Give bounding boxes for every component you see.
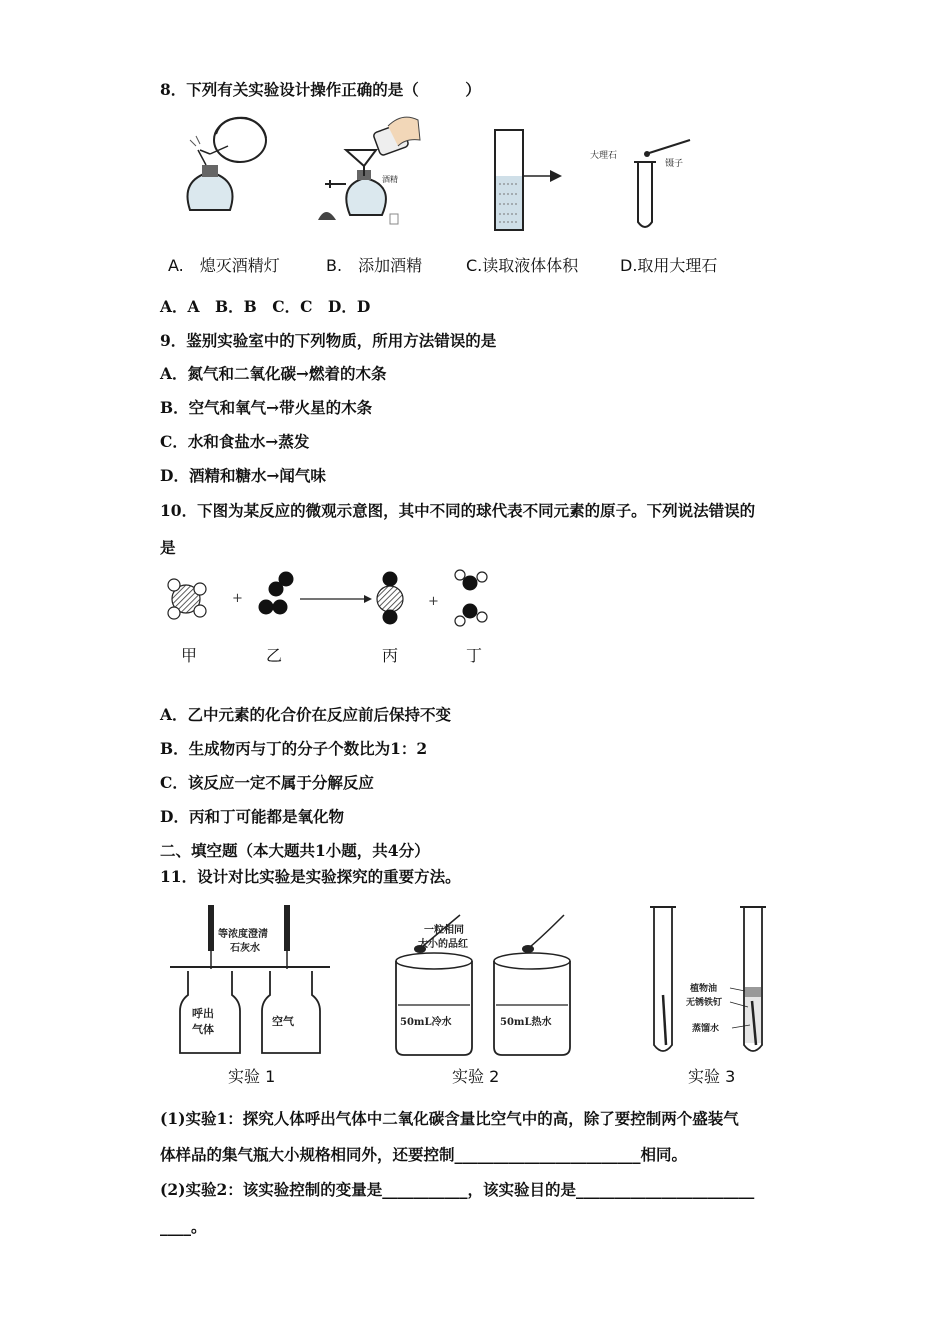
q8-b-illustration <box>318 117 420 224</box>
exp2-label: 实验 2 <box>452 1067 500 1086</box>
q10-stem-line1: 10．下图为某反应的微观示意图，其中不同的球代表不同元素的原子。下列说法错误的 <box>160 501 756 520</box>
q10-label-yi: 乙 <box>266 646 283 665</box>
q8-d-marble-label: 大理石 <box>590 151 618 161</box>
q8-caption-d: D.取用大理石 <box>620 256 718 275</box>
molecule-bing <box>377 572 403 625</box>
q8-d-illustration <box>590 140 690 227</box>
exp1-label: 实验 1 <box>228 1067 276 1086</box>
molecule-yi <box>259 572 294 615</box>
q9-option-b: B．空气和氧气→带火星的木条 <box>160 398 373 417</box>
q8-caption-a: A. 熄灭酒精灯 <box>168 256 280 275</box>
exp1-reagent-label-2: 石灰水 <box>230 943 260 954</box>
exp3-nail-label: 无锈铁钉 <box>686 998 723 1008</box>
exp1-reagent-label-1: 等浓度澄清 <box>218 929 268 940</box>
exp1-jar1-label-1: 呼出 <box>192 1007 214 1020</box>
q9-option-a: A．氮气和二氧化碳→燃着的木条 <box>160 364 387 383</box>
q11-experiments-figure <box>160 895 800 1065</box>
q10-option-c: C．该反应一定不属于分解反应 <box>160 773 374 792</box>
exp1-jar1-label-2: 气体 <box>192 1023 214 1036</box>
q8-b-alcohol-label: 酒精 <box>382 175 398 184</box>
exp2-solid-label-1: 一粒相同 <box>424 925 464 936</box>
svg-text:+: + <box>428 594 439 609</box>
exp1-jar2-label: 空气 <box>272 1015 294 1028</box>
q10-option-a: A．乙中元素的化合价在反应前后保持不变 <box>160 705 452 724</box>
exp2-solid-label-2: 大小的品红 <box>418 939 468 950</box>
q8-caption-c: C.读取液体体积 <box>466 256 579 275</box>
q10-option-d: D．丙和丁可能都是氧化物 <box>160 807 344 826</box>
exp1-illustration <box>170 905 330 1053</box>
exp2-illustration <box>396 915 570 1055</box>
q8-c-illustration <box>495 130 562 230</box>
q9-option-d: D．酒精和糖水→闻气味 <box>160 466 326 485</box>
q8-caption-b: B. 添加酒精 <box>326 256 423 275</box>
molecule-jia <box>168 579 206 619</box>
q8-d-tweezers-label: 镊子 <box>665 159 684 169</box>
q8-figure <box>150 110 750 250</box>
q10-label-ding: 丁 <box>466 646 483 665</box>
q10-stem-line2: 是 <box>160 538 176 557</box>
svg-text:+: + <box>232 591 243 606</box>
q9-stem: 9．鉴别实验室中的下列物质，所用方法错误的是 <box>160 331 497 350</box>
q10-label-bing: 丙 <box>382 646 399 665</box>
exp2-beaker1-label: 50mL冷水 <box>400 1017 452 1028</box>
exp3-label: 实验 3 <box>688 1067 736 1086</box>
exp2-beaker2-label: 50mL热水 <box>500 1017 552 1028</box>
q11-sub1-line2: 体样品的集气瓶大小规格相同外，还要控制________________________相同。 <box>160 1145 688 1164</box>
q8-options: A．A B．B C．C D．D <box>160 297 371 316</box>
q11-sub2-line2: ____。 <box>160 1217 207 1236</box>
q8-stem: 8．下列有关实验设计操作正确的是（ ） <box>160 80 481 99</box>
exp3-oil-label: 植物油 <box>690 984 718 994</box>
q11-sub2-line1: (2)实验2：该实验控制的变量是___________，该实验目的是_______________________ <box>160 1180 755 1199</box>
section2-heading: 二、填空题（本大题共1小题，共4分） <box>160 841 430 860</box>
q8-a-illustration <box>188 118 267 210</box>
exp3-water-label: 蒸馏水 <box>692 1024 720 1034</box>
q11-stem: 11．设计对比实验是实验探究的重要方法。 <box>160 867 461 886</box>
q10-option-b: B．生成物丙与丁的分子个数比为1：2 <box>160 739 428 758</box>
q10-label-jia: 甲 <box>181 646 198 665</box>
molecule-ding <box>455 570 487 626</box>
q9-option-c: C．水和食盐水→蒸发 <box>160 432 310 451</box>
q11-sub1-line1: (1)实验1：探究人体呼出气体中二氧化碳含量比空气中的高，除了要控制两个盛装气 <box>160 1109 739 1128</box>
exp3-illustration <box>650 907 766 1051</box>
